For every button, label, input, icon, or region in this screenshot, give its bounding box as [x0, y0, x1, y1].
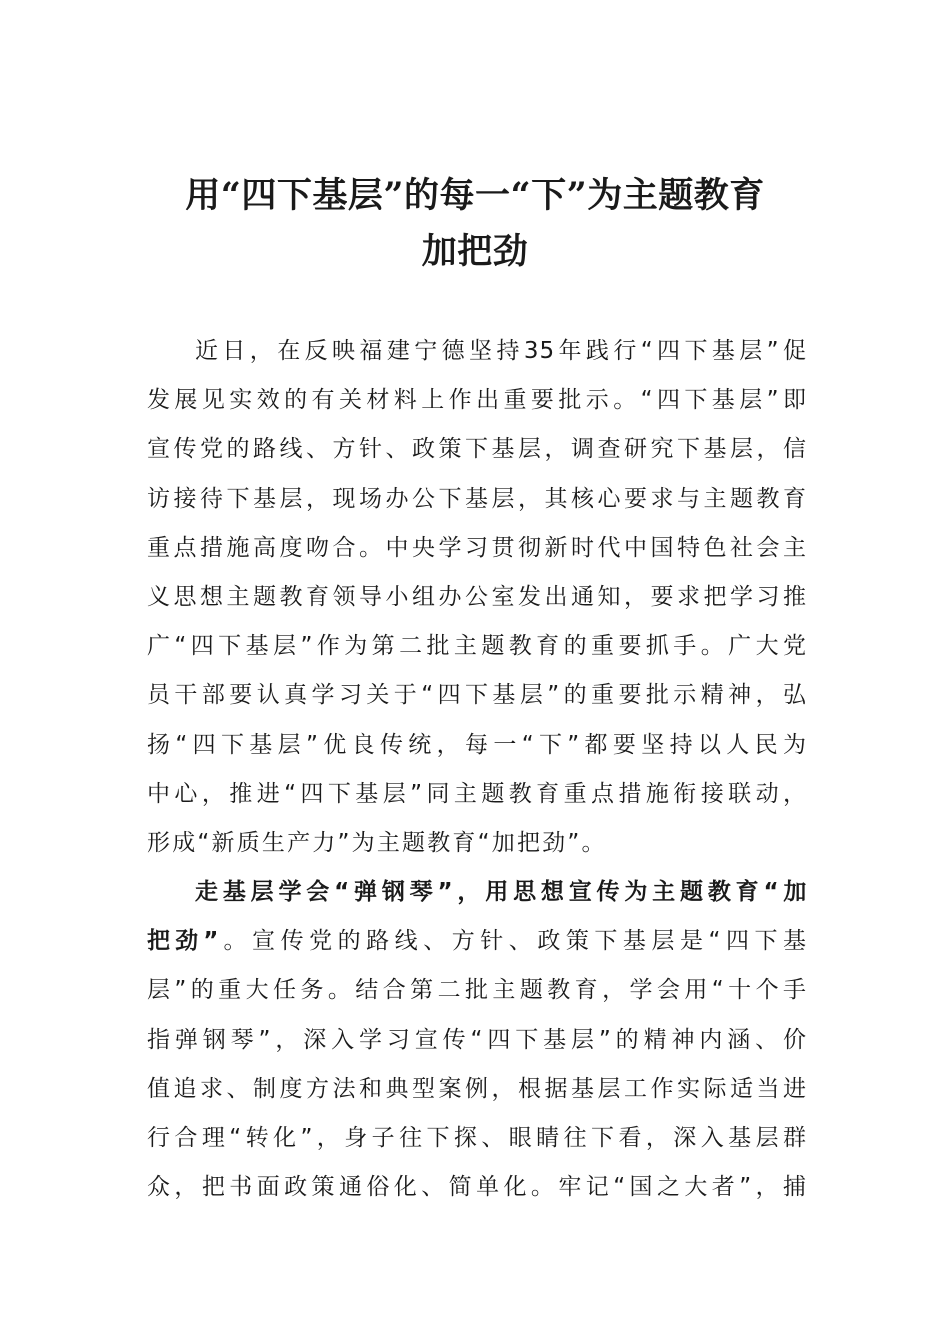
- text-line: 扬“四下基层”优良传统，每一“下”都要坚持以人民为: [147, 731, 807, 758]
- section-heading: 走基层学会“弹钢琴”，用思想宣传为主题教育“加: [195, 879, 807, 906]
- text-line: 访接待下基层，现场办公下基层，其核心要求与主题教育: [147, 485, 807, 512]
- section-heading-end: 把劲”: [147, 928, 219, 955]
- text-line: 层”的重大任务。结合第二批主题教育，学会用“十个手: [147, 977, 807, 1004]
- document-body: [147, 327, 807, 1212]
- text-line: 指弹钢琴”，深入学习宣传“四下基层”的精神内涵、价: [147, 1026, 807, 1053]
- text-line: [147, 917, 807, 966]
- text-line: 宣传党的路线、方针、政策下基层，调查研究下基层，信: [147, 436, 807, 463]
- text-line: 广“四下基层”作为第二批主题教育的重要抓手。广大党: [147, 633, 807, 660]
- text-line: 义思想主题教育领导小组办公室发出通知，要求把学习推: [147, 583, 807, 610]
- text-line: 众，把书面政策通俗化、简单化。牢记“国之大者”，捕: [147, 1174, 807, 1201]
- text-line: 形成“新质生产力”为主题教育“加把劲”。: [147, 829, 607, 856]
- text-line: 值追求、制度方法和典型案例，根据基层工作实际适当进: [147, 1075, 807, 1102]
- text-line: 发展见实效的有关材料上作出重要批示。“四下基层”即: [147, 387, 807, 414]
- title-line-2: 加把劲: [421, 231, 529, 272]
- paragraph-2: [147, 868, 807, 1212]
- paragraph-1: [147, 327, 807, 868]
- text-line: 行合理“转化”，身子往下探、眼睛往下看，深入基层群: [147, 1125, 807, 1151]
- title-line-1: 用“四下基层”的每一“下”为主题教育: [185, 175, 765, 216]
- text-line: 近日，在反映福建宁德坚持35年践行“四下基层”促: [195, 338, 807, 364]
- text-line: 重点措施高度吻合。中央学习贯彻新时代中国特色社会主: [147, 534, 807, 561]
- text-span: 。宣传党的路线、方针、政策下基层是“四下基: [218, 928, 807, 955]
- text-line: 员干部要认真学习关于“四下基层”的重要批示精神，弘: [147, 682, 807, 709]
- document-title: [140, 168, 810, 280]
- text-line: 中心，推进“四下基层”同主题教育重点措施衔接联动，: [147, 780, 807, 807]
